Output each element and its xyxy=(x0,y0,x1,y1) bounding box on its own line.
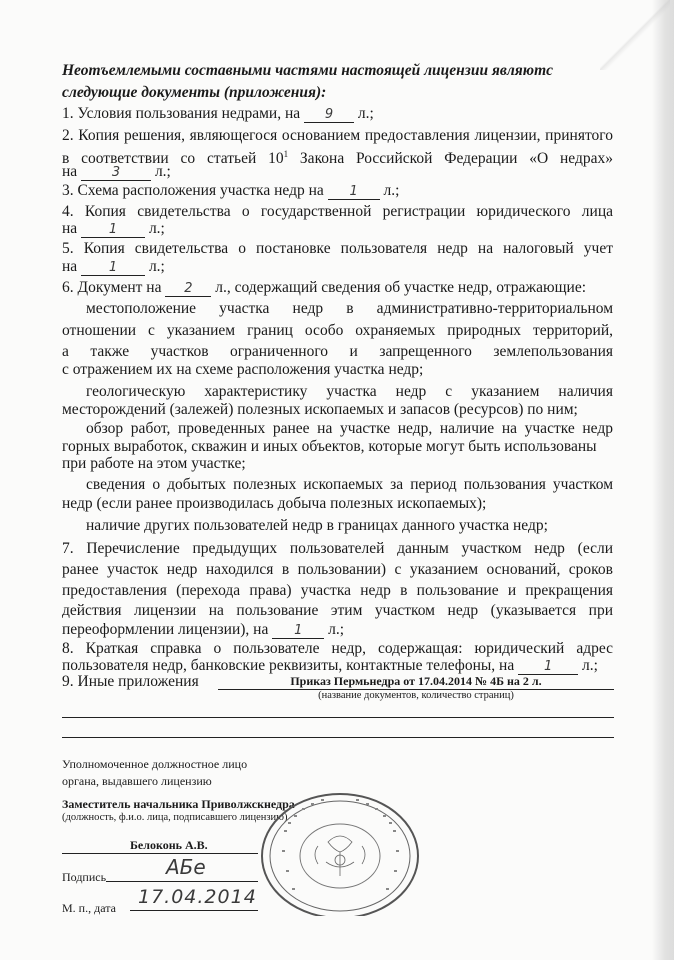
item-6-text: 6. Документ на xyxy=(62,279,162,296)
signature-line xyxy=(106,855,258,882)
signer-position-caption: (должность, ф.и.о. лица, подписавшего лицензию) xyxy=(62,812,288,823)
item-6-d-line-1: сведения о добытых полезных ископаемых за период пользования участком xyxy=(86,476,613,493)
item-2-line-3 xyxy=(62,163,171,181)
signer-name-line xyxy=(62,838,258,854)
signer-position: Заместитель начальника Приволжскнедра xyxy=(62,797,295,811)
item-5-on: на xyxy=(62,258,78,275)
handwritten-date: 17.04.2014 xyxy=(138,886,257,908)
item-5-unit: л.; xyxy=(148,258,165,275)
item-6-a-line-4: с отражением их на схеме расположения участка недр; xyxy=(62,361,424,378)
item-9-caption: (название документов, количество страниц) xyxy=(318,690,514,701)
item-6-text-2: л., содержащий сведения об участке недр, отражающие: xyxy=(215,279,587,296)
item-7-line-1: 7. Перечисление предыдущих пользователей данным участком недр (если xyxy=(62,540,613,557)
item-8-line-1: 8. Краткая справка о пользователе недр, содержащая: юридический адрес xyxy=(62,640,613,657)
item-7-line-5 xyxy=(62,621,344,639)
item-4-on: на xyxy=(62,220,78,237)
blank-line-1 xyxy=(62,717,614,718)
signature-label: Подпись xyxy=(62,870,107,884)
item-6-b-line-1: геологическую характеристику участка недр с указанием наличия xyxy=(86,383,613,400)
item-8-text: пользователя недр, банковские реквизиты, контактные телефоны, на xyxy=(62,657,515,674)
page-fold-mark xyxy=(600,0,670,70)
item-5-pages: 1 xyxy=(81,261,145,276)
official-label-1: Уполномоченное должностное лицо xyxy=(62,757,248,771)
item-6-e-line-1: наличие других пользователей недр в границах данного участка недр; xyxy=(86,517,548,534)
item-7-pages: 1 xyxy=(272,624,324,639)
item-7-line-2: ранее участок недр находился в пользовании) с указанием оснований, сроков xyxy=(62,561,613,578)
item-3 xyxy=(62,182,399,200)
item-3-unit: л.; xyxy=(383,182,400,199)
item-6-c-line-3: при работе на этом участке; xyxy=(62,455,246,472)
item-3-pages: 1 xyxy=(328,185,380,200)
handwritten-signature: АБе xyxy=(166,855,206,879)
item-6-d-line-2: недр (если ранее производилась добыча полезных ископаемых); xyxy=(62,495,487,512)
item-1-unit: л.; xyxy=(357,105,374,122)
item-2-unit: л.; xyxy=(154,163,171,180)
item-2-line-2a: в соответствии со статьей 10 xyxy=(62,150,284,168)
item-8-unit: л.; xyxy=(581,657,598,674)
item-6-pages: 2 xyxy=(165,282,211,297)
item-9 xyxy=(62,673,199,691)
heading-line-1: Неотъемлемыми составными частями настоящей лицензии являютс xyxy=(62,62,554,79)
item-5-line-2 xyxy=(62,258,165,276)
official-seal xyxy=(256,790,424,916)
item-4-line-1: 4. Копия свидетельства о государственной регистрации юридического лица xyxy=(62,203,613,220)
item-6-a-line-1: местоположение участка недр в административно-территориальном xyxy=(86,300,613,317)
item-7-unit: л.; xyxy=(328,621,345,638)
item-2-line-2b: Закона Российской Федерации «О недрах» xyxy=(288,150,613,168)
item-1-pages: 9 xyxy=(304,108,354,123)
item-6 xyxy=(62,279,586,297)
item-6-a-line-2: отношении с указанием границ особо охраняемых природных территорий, xyxy=(62,322,613,339)
blank-line-2 xyxy=(62,737,614,738)
item-3-text: 3. Схема расположения участка недр на xyxy=(62,182,324,199)
item-6-c-line-1: обзор работ, проведенных ранее на участке недр, наличие на участке недр xyxy=(86,420,613,437)
item-2-on: на xyxy=(62,163,78,180)
item-6-a-line-3: а также участков ограниченного и запрещенного землепользования xyxy=(62,343,613,360)
item-2-superscript: 1 xyxy=(283,149,289,159)
item-7-line-4: действия лицензии на пользование этим участком недр (указывается при xyxy=(62,602,613,619)
item-8-pages: 1 xyxy=(518,660,578,675)
date-line xyxy=(130,888,258,911)
item-4-unit: л.; xyxy=(148,220,165,237)
item-5-line-1: 5. Копия свидетельства о постановке пользователя недр на налоговый учет xyxy=(62,240,613,257)
page-edge-shadow xyxy=(652,0,674,960)
item-4-line-2 xyxy=(62,220,165,238)
item-1 xyxy=(62,105,374,123)
date-label: М. п., дата xyxy=(62,901,116,915)
item-2-pages: 3 xyxy=(81,166,151,181)
heading-line-2: следующие документы (приложения): xyxy=(62,84,327,101)
item-6-c-line-2: горных выработок, скважин и иных объектов, которые могут быть использованы xyxy=(62,438,597,455)
item-4-pages: 1 xyxy=(81,223,145,238)
signer-name: Белоконь А.В. xyxy=(130,838,208,852)
item-9-value: Приказ Пермьнедра от 17.04.2014 № 4Б на 2 л. xyxy=(218,674,614,690)
item-7-text: переоформлении лицензии), на xyxy=(62,621,269,638)
item-6-b-line-2: месторождений (залежей) полезных ископаемых и запасов (ресурсов) по ним; xyxy=(62,401,578,418)
item-7-line-3: предоставления (перехода права) участка недр в пользование и прекращения xyxy=(62,582,613,599)
item-2-line-1: 2. Копия решения, являющегося основанием предоставления лицензии, принятого xyxy=(62,127,613,144)
official-label-2: органа, выдавшего лицензию xyxy=(62,774,212,788)
item-9-text: 9. Иные приложения xyxy=(62,673,199,690)
item-1-text: 1. Условия пользования недрами, на xyxy=(62,105,301,122)
